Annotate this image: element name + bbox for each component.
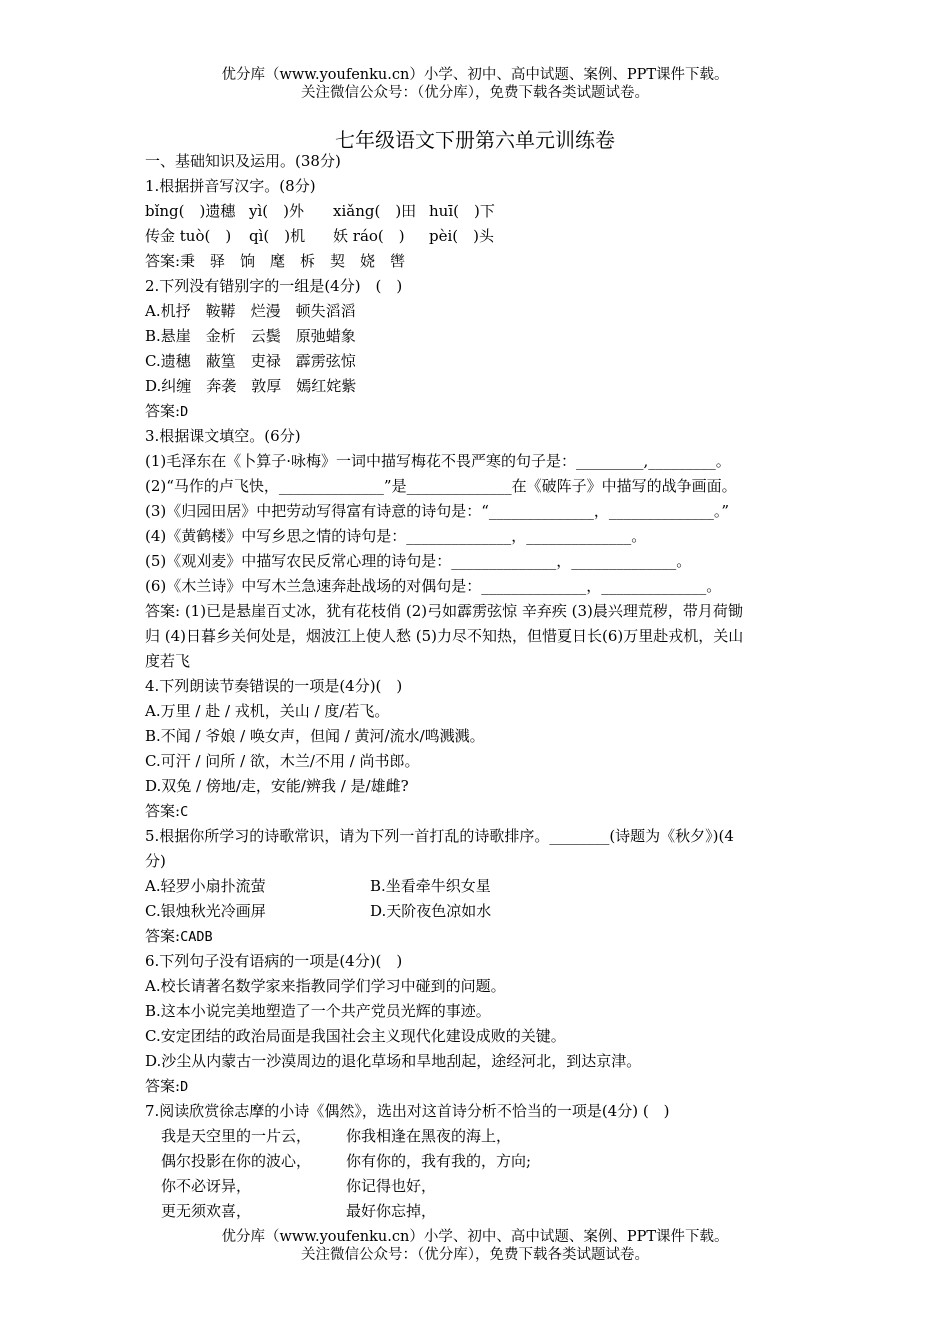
q4-option-d: D.双兔 / 傍地/走，安能/辨我 / 是/雄雌? — [145, 777, 409, 795]
q3-item: (3)《归园田居》中把劳动写得富有诗意的诗句是：“______________，______________。” — [145, 502, 730, 520]
q7-stem: 7.阅读欣赏徐志摩的小诗《偶然》，选出对这首诗分析不恰当的一项是(4分) ( ) — [145, 1102, 670, 1120]
q1-item: xiǎng( )田 — [333, 202, 417, 220]
q6-option-d: D.沙尘从内蒙古一沙漠周边的退化草场和旱地刮起，途经河北，到达京津。 — [145, 1052, 642, 1070]
q3-item: (1)毛泽东在《卜算子·咏梅》一词中描写梅花不畏严寒的句子是：_________,_________。 — [145, 452, 731, 470]
q1-item: 妖 ráo( ) — [333, 227, 405, 245]
poem-verse: 最好你忘掉， — [346, 1202, 437, 1220]
answer-value: D — [180, 1079, 189, 1095]
answer-label: 答案: — [145, 927, 181, 945]
poem-verse: 我是天空里的一片云， — [161, 1127, 312, 1145]
q6-answer — [145, 1074, 813, 1099]
q5-option-a: A.轻罗小扇扑流萤 — [145, 877, 266, 895]
poem-verse: 你有你的，我有我的，方向; — [346, 1152, 532, 1170]
q3-stem: 3.根据课文填空。(6分) — [145, 427, 301, 445]
q5-option-c: C.银烛秋光冷画屏 — [145, 902, 266, 920]
q1-item: bǐng( )遗穗 — [145, 202, 236, 220]
q3-answer-line: 归 (4)日暮乡关何处是，烟波江上使人愁 (5)力尽不知热，但惜夏日长(6)万里赴戎机，关山 — [145, 627, 744, 645]
q1-item: pèi( )头 — [429, 227, 494, 245]
footer-line-1: 优分库（www.youfenku.cn）小学、初中、高中试题、案例、PPT课件下载。 — [221, 1229, 729, 1245]
q5-stem-line: 分) — [145, 852, 166, 870]
q4-option-c: C.可汗 / 问所 / 欲，木兰/不用 / 尚书郎。 — [145, 752, 420, 770]
q1-row-1 — [145, 199, 813, 224]
q1-answer: 答案:秉 驿 饷 麾 柝 契 娆 辔 — [145, 252, 406, 270]
q2-option-b: B.悬崖 金析 云鬓 原弛蜡象 — [145, 327, 356, 345]
poem-line — [145, 1199, 813, 1224]
header-line-1: 优分库（www.youfenku.cn）小学、初中、高中试题、案例、PPT课件下载。 — [221, 67, 729, 83]
answer-value: CADB — [180, 929, 213, 945]
header-line-2: 关注微信公众号：（优分库），免费下载各类试题试卷。 — [301, 85, 649, 101]
page-header — [0, 66, 950, 102]
q6-stem: 6.下列句子没有语病的一项是(4分)( ) — [145, 952, 403, 970]
q1-item: huī( )下 — [429, 202, 495, 220]
q1-stem: 1.根据拼音写汉字。(8分) — [145, 177, 316, 195]
q6-option-b: B.这本小说完美地塑造了一个共产党员光辉的事迹。 — [145, 1002, 491, 1020]
q3-item: (5)《观刈麦》中描写农民反常心理的诗句是：______________，______________。 — [145, 552, 692, 570]
q4-answer — [145, 799, 813, 824]
poem-verse: 更无须欢喜， — [161, 1202, 252, 1220]
q5-answer — [145, 924, 813, 949]
answer-label: 答案: — [145, 802, 181, 820]
poem-verse: 偶尔投影在你的波心， — [161, 1152, 312, 1170]
poem-line — [145, 1124, 813, 1149]
answer-value: C — [180, 804, 189, 820]
q1-row-2 — [145, 224, 813, 249]
page-title: 七年级语文下册第六单元训练卷 — [335, 128, 615, 152]
poem-verse: 你不必讶异， — [161, 1177, 252, 1195]
poem-line — [145, 1149, 813, 1174]
q3-answer-line: 答案: (1)已是悬崖百丈冰，犹有花枝俏 (2)弓如霹雳弦惊 辛弃疾 (3)晨兴理荒秽，带月荷锄 — [145, 602, 743, 620]
q5-stem-line: 5.根据你所学习的诗歌常识，请为下列一首打乱的诗歌排序。________(诗题为《秋夕》)(4 — [145, 827, 734, 845]
answer-label: 答案: — [145, 402, 181, 420]
answer-label: 答案: — [145, 1077, 181, 1095]
q5-options-row — [145, 899, 813, 924]
q3-answer-line: 度若飞 — [145, 652, 191, 670]
q7-poem — [145, 1124, 813, 1224]
q1-item: yì( )外 — [249, 202, 304, 220]
poem-line — [145, 1174, 813, 1199]
q2-option-c: C.遗穗 蔽篁 吏禄 霹雳弦惊 — [145, 352, 356, 370]
q5-options-row — [145, 874, 813, 899]
q4-option-b: B.不闻 / 爷娘 / 唤女声，但闻 / 黄河/流水/鸣溅溅。 — [145, 727, 485, 745]
q4-option-a: A.万里 / 赴 / 戎机，关山 / 度/若飞。 — [145, 702, 390, 720]
q2-option-a: A.机抒 鞍鞯 烂漫 顿失滔滔 — [145, 302, 356, 320]
q2-option-d: D.纠缠 奔袭 敦厚 嫣红姹紫 — [145, 377, 357, 395]
page-footer — [0, 1228, 950, 1264]
section-heading: 一、基础知识及运用。(38分) — [145, 152, 341, 170]
q3-item: (6)《木兰诗》中写木兰急速奔赴战场的对偶句是：______________，______________。 — [145, 577, 722, 595]
q5-option-d: D.天阶夜色凉如水 — [370, 902, 492, 920]
q6-option-c: C.安定团结的政治局面是我国社会主义现代化建设成败的关键。 — [145, 1027, 566, 1045]
q5-option-b: B.坐看牵牛织女星 — [370, 877, 491, 895]
poem-verse: 你我相逢在黑夜的海上， — [346, 1127, 512, 1145]
poem-verse: 你记得也好， — [346, 1177, 437, 1195]
q6-option-a: A.校长请著名数学家来指教同学们学习中碰到的问题。 — [145, 977, 506, 995]
document-body — [145, 149, 813, 1224]
q1-item: 传金 tuò( ) — [145, 227, 232, 245]
q3-item: (2)“马作的卢飞快，______________”是______________在《破阵子》中描写的战争画面。 — [145, 477, 737, 495]
q2-answer — [145, 399, 813, 424]
q3-item: (4)《黄鹤楼》中写乡思之情的诗句是：______________，______________。 — [145, 527, 647, 545]
q1-item: qì( )机 — [249, 227, 306, 245]
q4-stem: 4.下列朗读节奏错误的一项是(4分)( ) — [145, 677, 403, 695]
q2-stem: 2.下列没有错别字的一组是(4分) ( ) — [145, 277, 403, 295]
footer-line-2: 关注微信公众号：（优分库），免费下载各类试题试卷。 — [301, 1247, 649, 1263]
answer-value: D — [180, 404, 189, 420]
